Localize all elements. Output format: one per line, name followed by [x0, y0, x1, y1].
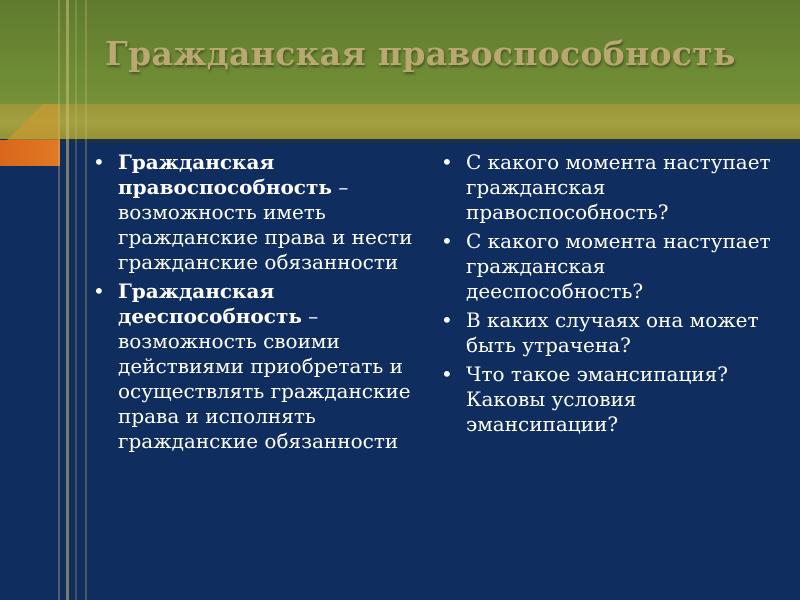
list-item: [436, 229, 781, 304]
header-stripe: [0, 104, 800, 140]
question-list: [436, 150, 781, 437]
term-definition: – возможность иметь гражданские права и нести гражданские обязанности: [118, 175, 413, 274]
term-label: Гражданская дееспособность: [118, 279, 302, 328]
bullet-icon: •: [441, 150, 453, 174]
list-item: [88, 279, 433, 454]
question-text: С какого момента наступает гражданская правоспособность?: [466, 150, 771, 224]
decor-line: [58, 0, 60, 600]
list-item: [436, 150, 781, 225]
slide-title: Гражданская правоспособность: [105, 34, 736, 73]
header-divider: [0, 139, 800, 143]
question-text: В каких случаях она может быть утрачена?: [466, 308, 759, 357]
decor-line: [85, 0, 87, 600]
left-column: [88, 150, 433, 458]
term-definition: – возможность своими действиями приобретать и осуществлять гражданские права и исполнять гражданские обязанности: [118, 304, 411, 453]
list-item: [88, 150, 433, 275]
list-item: [436, 362, 781, 437]
term-label: Гражданская правоспособность: [118, 150, 332, 199]
right-column: [436, 150, 781, 441]
decor-line: [66, 0, 69, 600]
list-item: [436, 308, 781, 358]
decor-line: [75, 0, 77, 600]
bullet-icon: •: [441, 308, 453, 332]
bullet-icon: •: [441, 362, 453, 386]
bullet-icon: •: [441, 229, 453, 253]
question-text: С какого момента наступает гражданская дееспособность?: [466, 229, 771, 303]
bullet-icon: •: [93, 279, 105, 303]
accent-orange-bar: [0, 140, 60, 166]
question-text: Что такое эмансипация? Каковы условия эмансипации?: [466, 362, 728, 436]
bullet-icon: •: [93, 150, 105, 174]
accent-corner: [0, 104, 60, 140]
definition-list: [88, 150, 433, 454]
